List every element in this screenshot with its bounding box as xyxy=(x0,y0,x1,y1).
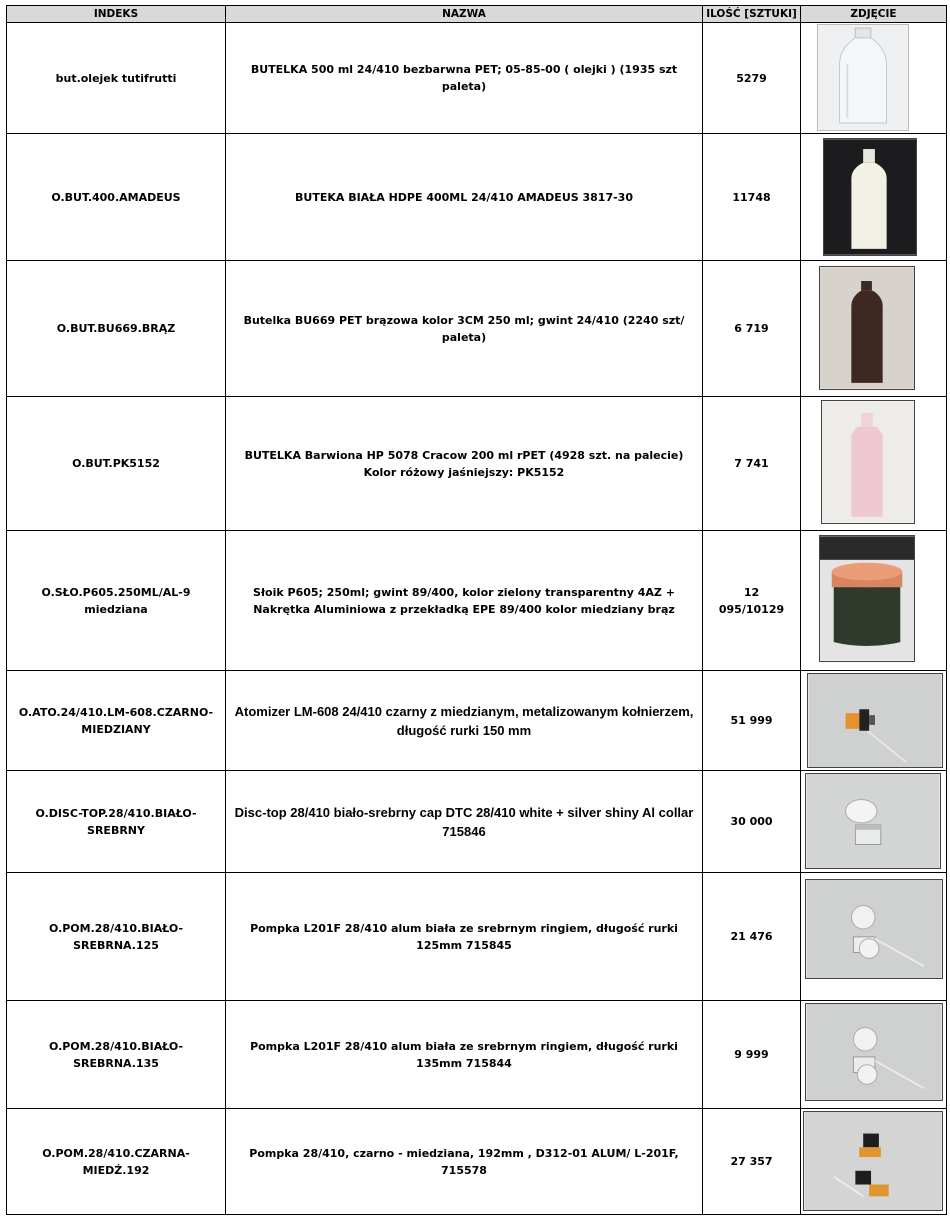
cell-ilosc: 11748 xyxy=(703,134,801,261)
product-table xyxy=(6,5,947,1215)
header-nazwa: NAZWA xyxy=(226,6,703,23)
cell-photo xyxy=(801,671,947,771)
cell-indeks: O.BUT.PK5152 xyxy=(7,397,226,531)
cell-photo xyxy=(801,261,947,397)
table-row xyxy=(7,397,947,531)
cell-photo xyxy=(801,397,947,531)
cell-nazwa: BUTEKA BIAŁA HDPE 400ML 24/410 AMADEUS 3817-30 xyxy=(226,134,703,261)
cell-indeks: O.BUT.400.AMADEUS xyxy=(7,134,226,261)
white-bottle-icon xyxy=(823,138,917,256)
table-row xyxy=(7,261,947,397)
disc-top-icon xyxy=(805,773,941,869)
jar-icon xyxy=(819,535,915,662)
cell-ilosc: 21 476 xyxy=(703,873,801,1001)
cell-nazwa: Pompka L201F 28/410 alum biała ze srebrnym ringiem, długość rurki 125mm 715845 xyxy=(226,873,703,1001)
cell-ilosc: 30 000 xyxy=(703,771,801,873)
table-row xyxy=(7,1001,947,1109)
cell-indeks: O.POM.28/410.BIAŁO-SREBRNA.125 xyxy=(7,873,226,1001)
cell-ilosc: 6 719 xyxy=(703,261,801,397)
cell-indeks: O.ATO.24/410.LM-608.CZARNO-MIEDZIANY xyxy=(7,671,226,771)
cell-photo xyxy=(801,1109,947,1215)
atomizer-icon xyxy=(807,673,943,768)
header-row xyxy=(7,6,947,23)
cell-indeks: but.olejek tutifrutti xyxy=(7,23,226,134)
cell-nazwa: Słoik P605; 250ml; gwint 89/400, kolor zielony transparentny 4AZ + Nakrętka Aluminiowa z przekładką EPE 89/400 kolor miedziany brąz xyxy=(226,531,703,671)
cell-nazwa: Pompka L201F 28/410 alum biała ze srebrnym ringiem, długość rurki 135mm 715844 xyxy=(226,1001,703,1109)
cell-ilosc: 7 741 xyxy=(703,397,801,531)
white-pump-icon xyxy=(805,879,943,979)
cell-photo xyxy=(801,873,947,1001)
header-zdjecie: ZDJĘCIE xyxy=(801,6,947,23)
table-row xyxy=(7,23,947,134)
header-ilosc: ILOŚĆ [SZTUKI] xyxy=(703,6,801,23)
cell-photo xyxy=(801,1001,947,1109)
table-row xyxy=(7,771,947,873)
brown-bottle-icon xyxy=(819,266,915,390)
cell-indeks: O.POM.28/410.CZARNA-MIEDŹ.192 xyxy=(7,1109,226,1215)
pink-bottle-icon xyxy=(821,400,915,524)
cell-indeks: O.DISC-TOP.28/410.BIAŁO-SREBRNY xyxy=(7,771,226,873)
cell-nazwa: Atomizer LM-608 24/410 czarny z miedzianym, metalizowanym kołnierzem, długość rurki 150 mm xyxy=(226,671,703,771)
cell-nazwa: BUTELKA Barwiona HP 5078 Cracow 200 ml rPET (4928 szt. na palecie) Kolor różowy jaśniejszy: PK5152 xyxy=(226,397,703,531)
header-indeks: INDEKS xyxy=(7,6,226,23)
cell-indeks: O.BUT.BU669.BRĄZ xyxy=(7,261,226,397)
cell-nazwa: Butelka BU669 PET brązowa kolor 3CM 250 ml; gwint 24/410 (2240 szt/ paleta) xyxy=(226,261,703,397)
cell-ilosc: 9 999 xyxy=(703,1001,801,1109)
cell-indeks: O.SŁO.P605.250ML/AL-9 miedziana xyxy=(7,531,226,671)
cell-photo xyxy=(801,134,947,261)
table-row xyxy=(7,134,947,261)
cell-ilosc: 5279 xyxy=(703,23,801,134)
table-row xyxy=(7,531,947,671)
clear-bottle-icon xyxy=(817,24,909,131)
cell-photo xyxy=(801,23,947,134)
cell-ilosc: 51 999 xyxy=(703,671,801,771)
cell-photo xyxy=(801,771,947,873)
cell-nazwa: BUTELKA 500 ml 24/410 bezbarwna PET; 05-85-00 ( olejki ) (1935 szt paleta) xyxy=(226,23,703,134)
cell-nazwa: Pompka 28/410, czarno - miedziana, 192mm , D312-01 ALUM/ L-201F, 715578 xyxy=(226,1109,703,1215)
black-copper-pump-icon xyxy=(803,1111,943,1211)
cell-nazwa: Disc-top 28/410 biało-srebrny cap DTC 28/410 white + silver shiny Al collar 715846 xyxy=(226,771,703,873)
cell-indeks: O.POM.28/410.BIAŁO-SREBRNA.135 xyxy=(7,1001,226,1109)
table-row xyxy=(7,873,947,1001)
white-pump-icon xyxy=(805,1003,943,1101)
table-row xyxy=(7,1109,947,1215)
cell-ilosc: 27 357 xyxy=(703,1109,801,1215)
cell-ilosc: 12 095/10129 xyxy=(703,531,801,671)
cell-photo xyxy=(801,531,947,671)
table-row xyxy=(7,671,947,771)
